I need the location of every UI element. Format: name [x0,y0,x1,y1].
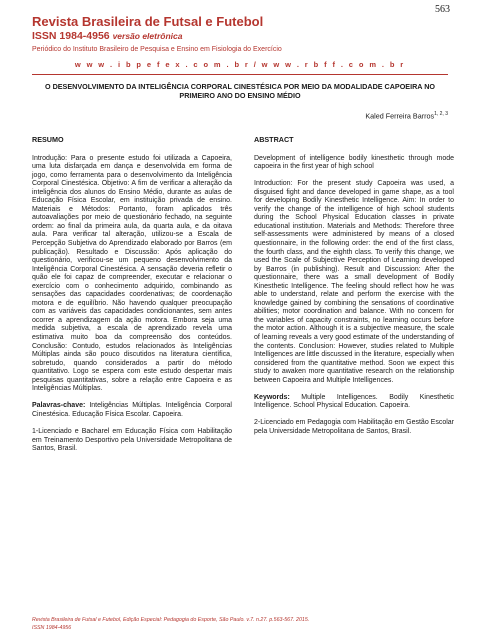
journal-issn: ISSN 1984-4956 [32,30,110,42]
palavras-chave [32,402,232,419]
journal-issn-line [32,29,448,43]
keywords [254,394,454,411]
author-affiliation-marks: 1, 2, 3 [434,111,448,117]
abstract-body: Introduction: For the present study Capoeira was used, a disguised fight and dance developed in game shape, as a tool for developing Bodily Kinesthetic Intelligence. Aim: In order to verify the change of the intelligence of high school students during the School Physical Education classes in private educational institution. Materials and Methods: Therefore three self-assessments were administered by means of a closed questionnaire, in the following order: the end of the first class, the fourth class, and the eighth class. To verify this change, we used the Scale of Subjective Perception of Learning developed by Barros (in publishing). Result and Discussion: After the questionnaire, there was a small development of Bodily Kinesthetic Intelligence. The feeling should reflect how he was able to understand, relate and perform the exercise with the knowledge gained by combining the sensations of coordinative abilities; motor coordination and balance. With no concern for the variables of capacity constraints, no learning occurs before the motor action. Although it is a subjective measure, the scale of learning reveals a very good estimate of the understanding of the contents. Conclusion: However, studies related to Multiple Intelligences are little discussed in the literature, especially when considered from the quantitative method. Soon we expect this study to awaken more quantitative research on the relationship between Capoeira and Multiple Intelligences. [254,180,454,384]
header-divider [32,74,448,75]
author-line [365,111,448,120]
affiliation-1: 1-Licenciado e Bacharel em Educação Física com Habilitação em Treinamento Desportivo pela Universidade Metropolitana de Santos, Brasil. [32,427,232,453]
article-title: O DESENVOLVIMENTO DA INTELIGÊNCIA CORPORAL CINESTÉSICA POR MEIO DA MODALIDADE CAPOEIRA NO PRIMEIRO ANO DO ENSINO MÉDIO [44,82,435,100]
palavras-chave-label: Palavras-chave: [32,402,86,410]
page-number: 563 [435,4,450,15]
footer-citation: Revista Brasileira de Futsal e Futebol, Edição Especial: Pedagogia do Esporte, São Paulo. v.7. n.27. p.563-567. 2015. [32,617,310,623]
journal-version: versão eletrônica [112,31,183,41]
journal-websites[interactable]: w w w . i b p e f e x . c o m . b r / w w w . r b f f . c o m . b r [74,60,406,69]
abstract-column [254,136,454,445]
page-footer [32,617,448,632]
palavras-chave-text: Inteligências Múltiplas. Inteligência Corporal Cinestésica. Educação Física Escolar. Capoeira. [32,402,232,418]
footer-issn: ISSN 1984-4956 [32,624,72,631]
journal-title: Revista Brasileira de Futsal e Futebol [32,14,264,29]
author-name: Kaled Ferreira Barros [365,111,435,121]
journal-header [32,14,448,69]
resumo-body: Introdução: Para o presente estudo foi utilizada a Capoeira, uma luta disfarçada em dança e desenvolvida em forma de jogo, como ferramenta para o desenvolvimento da Inteligência Corporal Cinestésica. Objetivo: A fim de verificar a alteração da inteligência dos alunos do Ensino Médio, durante as aulas de Educação Física Escolar, em instituição privada de ensino. Materiais e Métodos: Portanto, foram aplicados três autoavaliações por meio de questionário fechado, na seguinte ordem: ao final da primeira aula, da quarta aula, e da oitava aula. Para verificar tal alteração, utilizou-se a Escala de Percepção Subjetiva do Aprendizado elaborado por Barros (em publicação). Resultado e Discussão: Após aplicação do questionário, verificou-se um pequeno desenvolvimento da Inteligência Corporal Cinestésica. A sensação deveria refletir o quão ele foi capaz de compreender, executar e relacionar o exercício com o conhecimento adquirido, combinando as sensações das capacidades coordenativas; de coordenação motora e de equilíbrio. Não havendo qualquer preocupação com as variáveis das capacidades condicionantes, sem antes ocorrer a aprendizagem da ação motora. Embora seja uma medida subjetiva, a escala de aprendizado revela uma estimativa muito boa da compreensão dos conteúdos. Conclusão: Contudo, estudos relacionados às Inteligências Múltiplas ainda são pouco discutidos na literatura científica, sobretudo, quando considerados a partir do método quantitativo. Logo se espera com este estudo despertar mais pesquisas quantitativas, sobre a relação entre Capoeira e as Inteligências Múltiplas. [32,154,232,393]
abstract-heading: ABSTRACT [254,135,294,144]
resumo-column [32,136,232,462]
journal-periodical: Periódico do Instituto Brasileiro de Pesquisa e Ensino em Fisiologia do Exercício [32,46,282,53]
resumo-heading: RESUMO [32,135,64,144]
keywords-label: Keywords: [254,393,290,401]
affiliation-2: 2-Licenciado em Pedagogia com Habilitação em Gestão Escolar pela Universidade Metropolitana de Santos, Brasil. [254,419,454,435]
keywords-text: Multiple Intelligences. Bodily Kinesthetic Intelligence. School Physical Education. Capoeira. [254,393,454,410]
abstract-english-title: Development of intelligence bodily kinesthetic through mode capoeira in the first year of high school [254,154,454,171]
